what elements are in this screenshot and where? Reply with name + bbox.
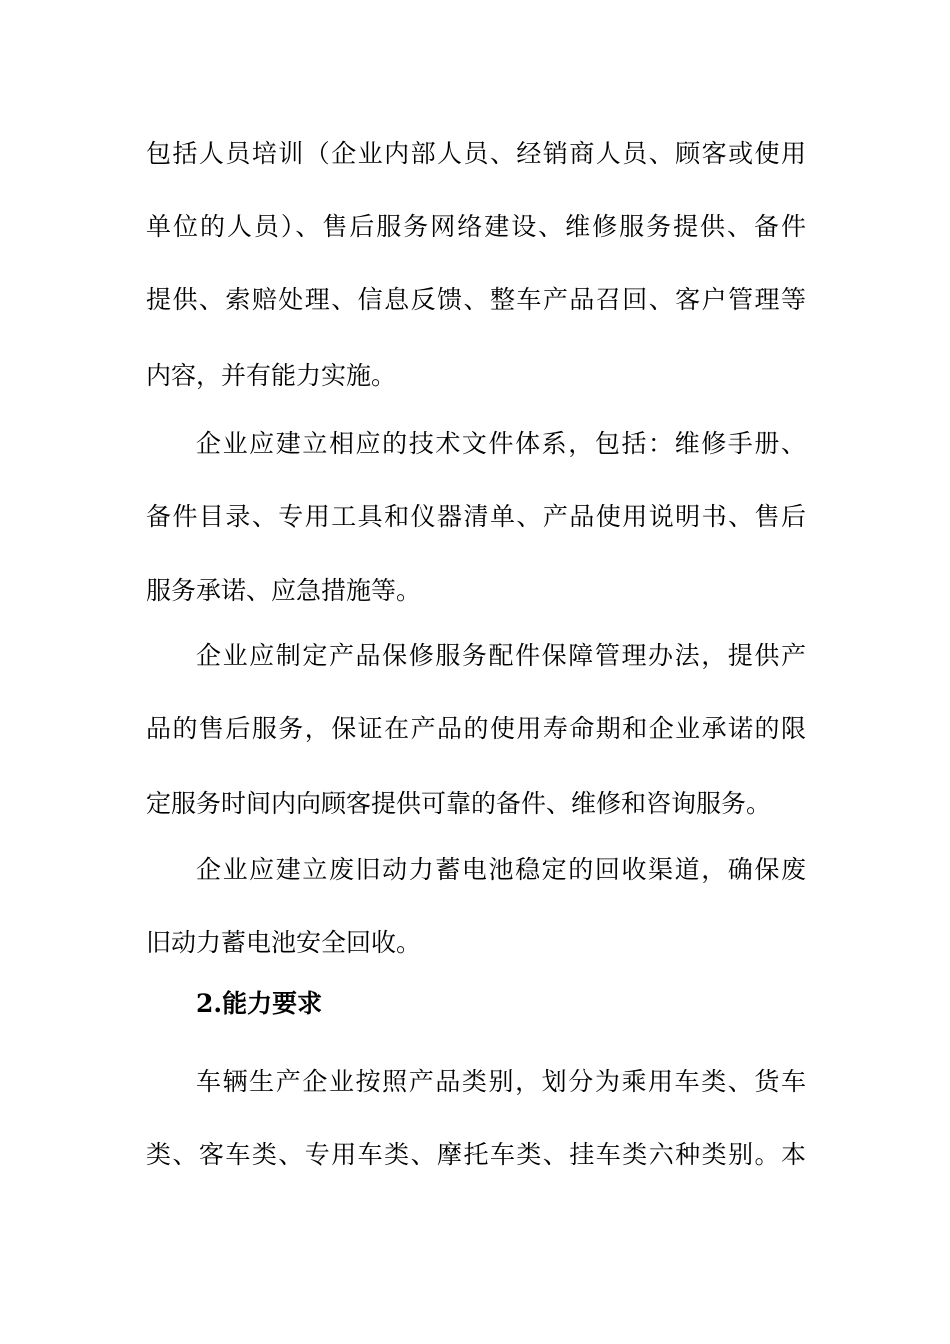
paragraph-line: 服务承诺、应急措施等。 [146, 576, 422, 605]
paragraph-line: 单位的人员）、售后服务网络建设、维修服务提供、备件 [146, 212, 806, 241]
paragraph-line: 品的售后服务，保证在产品的使用寿命期和企业承诺的限 [146, 714, 806, 743]
paragraph-line: 提供、索赔处理、信息反馈、整车产品召回、客户管理等 [146, 285, 806, 314]
paragraph-line: 企业应建立相应的技术文件体系，包括：维修手册、 [196, 429, 806, 458]
paragraph-line: 内容，并有能力实施。 [146, 361, 397, 390]
paragraph-line: 车辆生产企业按照产品类别，划分为乘用车类、货车 [196, 1067, 806, 1096]
section-heading: 2.能力要求 [196, 989, 323, 1018]
paragraph-line: 旧动力蓄电池安全回收。 [146, 928, 422, 957]
paragraph-line: 定服务时间内向顾客提供可靠的备件、维修和咨询服务。 [146, 789, 772, 818]
paragraph-line: 企业应建立废旧动力蓄电池稳定的回收渠道，确保废 [196, 855, 806, 884]
paragraph-line: 企业应制定产品保修服务配件保障管理办法，提供产 [196, 641, 806, 670]
paragraph-line: 类、客车类、专用车类、摩托车类、挂车类六种类别。本 [146, 1140, 806, 1169]
paragraph-line: 包括人员培训（企业内部人员、经销商人员、顾客或使用 [146, 139, 806, 168]
paragraph-line: 备件目录、专用工具和仪器清单、产品使用说明书、售后 [146, 502, 806, 531]
